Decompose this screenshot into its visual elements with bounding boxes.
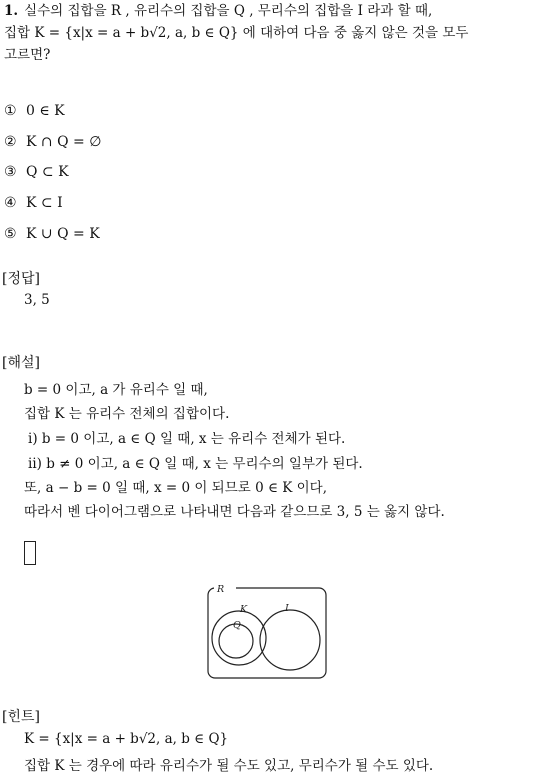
- explanation-line-2: 집합 K 는 유리수 전체의 집합이다.: [24, 406, 230, 422]
- choice-4[interactable]: [4, 195, 63, 211]
- hint-line-2: 집합 K 는 경우에 따라 유리수가 될 수도 있고, 무리수가 될 수도 있다.: [24, 758, 434, 774]
- choice-5-text: K ∪ Q = K: [26, 226, 100, 242]
- choice-2-mark: ②: [4, 134, 17, 150]
- choice-4-text: K ⊂ I: [26, 195, 63, 211]
- question-line-1: 1. 실수의 집합을 R , 유리수의 집합을 Q , 무리수의 집합을 I 라과 할 때,: [4, 3, 433, 19]
- venn-label-i: I: [285, 603, 289, 614]
- choice-5-mark: ⑤: [4, 226, 17, 242]
- explanation-line-3: ⅰ) b = 0 이고, a ∈ Q 일 때, x 는 유리수 전체가 된다.: [28, 431, 346, 447]
- hint-label: [힌트]: [2, 709, 40, 725]
- choice-3-text: Q ⊂ K: [26, 164, 69, 180]
- explanation-line-6: 따라서 벤 다이어그램으로 나타내면 다음과 같으므로 3, 5 는 옳지 않다.: [24, 504, 445, 520]
- question-number: 1.: [4, 3, 19, 19]
- explanation-label: [해설]: [2, 355, 40, 371]
- venn-label-q: Q: [233, 620, 241, 631]
- hint-line-1: K = {x|x = a + b√2, a, b ∈ Q}: [24, 731, 229, 747]
- choice-1[interactable]: [4, 103, 65, 119]
- choice-5[interactable]: [4, 226, 100, 242]
- choice-2[interactable]: [4, 134, 101, 150]
- answer-label: [정답]: [2, 271, 40, 287]
- answer-value: 3, 5: [24, 292, 50, 308]
- choice-1-mark: ①: [4, 103, 17, 119]
- explanation-line-1: b = 0 이고, a 가 유리수 일 때,: [24, 382, 208, 398]
- question-line-2: 집합 K = {x|x = a + b√2, a, b ∈ Q} 에 대하여 다음 중 옳지 않은 것을 모두: [4, 25, 469, 41]
- venn-circle-i: [260, 610, 320, 670]
- choice-4-mark: ④: [4, 195, 17, 211]
- choice-1-text: 0 ∈ K: [26, 103, 65, 119]
- question-line-3: 고르면?: [4, 47, 51, 63]
- explanation-line-5: 또, a − b = 0 일 때, x = 0 이 되므로 0 ∈ K 이다,: [24, 480, 327, 496]
- explanation-line-4: ⅱ) b ≠ 0 이고, a ∈ Q 일 때, x 는 무리수의 일부가 된다.: [28, 456, 363, 472]
- venn-label-r: R: [217, 584, 225, 595]
- venn-label-k: K: [240, 604, 248, 615]
- placeholder-box: [24, 541, 36, 565]
- choice-2-text: K ∩ Q = ∅: [26, 134, 102, 150]
- choice-3[interactable]: [4, 164, 69, 180]
- choice-3-mark: ③: [4, 164, 17, 180]
- venn-diagram: [200, 582, 332, 682]
